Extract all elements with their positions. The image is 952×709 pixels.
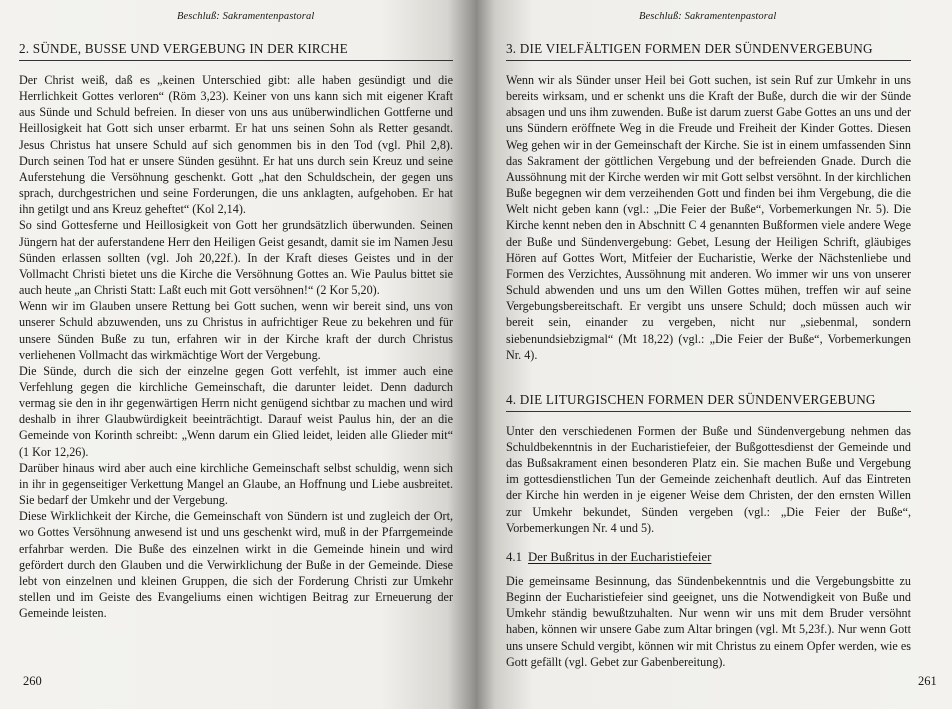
left-body-text xyxy=(19,72,453,621)
paragraph: Unter den verschiedenen Formen der Buße und Sündenvergebung nehmen das Schuldbekenntnis in der Eucharistiefeier, der Bußgottesdienst der Gemeinde und das Bußsakrament einen besonderen Platz ein. Sie machen Buße und Vergebung im gottesdienstlichen Tun der Gemeinde zeichenhaft deutlich. Auf das Eintreten der Kirche hin werden in je eigener Weise dem Christen, der den ernsten Willen zur Umkehr bekundet, Sünden vergeben (vgl.: „Die Feier der Buße“, Vorbemerkungen Nr. 4 und 5). xyxy=(506,423,911,535)
running-head-right: Beschluß: Sakramentenpastoral xyxy=(639,11,777,22)
paragraph: Der Christ weiß, daß es „keinen Unterschied gibt: alle haben gesündigt und die Herrlichkeit Gottes verloren“ (Röm 3,23). Keiner von uns kann sich mit eigener Kraft aus Sünde und Schuld befreien. In dieser von uns aus unüberwindlichen Gottferne und Heillosigkeit hat Gott sich unser erbarmt. Er hat uns seinen Sohn als Retter gesandt. Jesus Christus hat unsere Schuld auf sich genommen bis in den Tod (vgl. Phil 2,8). Durch seinen Tod hat er unsere Sünden gesühnt. Er hat uns durch sein Kreuz und seine Auferstehung die Versöhnung geschenkt. Gott „hat den Schuldschein, der gegen uns sprach, durchgestrichen und seine Forderungen, die uns anklagten, aufgehoben. Er hat ihn getilgt und ans Kreuz geheftet“ (Kol 2,14). xyxy=(19,73,453,217)
section-3-body xyxy=(506,72,911,363)
page-number-right: 261 xyxy=(918,674,937,688)
section-heading-3: 3. DIE VIELFÄLTIGEN FORMEN DER SÜNDENVERGEBUNG xyxy=(506,41,911,61)
paragraph: Die Sünde, durch die sich der einzelne gegen Gott verfehlt, ist immer auch eine Verfehlung gegen die kirchliche Gemeinschaft, die darunter leidet. Denn dadurch vermag sie den in ihr gegenwärtigen Herrn nicht genügend sichtbar zu machen und wird deshalb in ihrer Glaubwürdigkeit beeinträchtigt. Darauf weist Paulus hin, der an die Gemeinde von Korinth schreibt: „Wenn darum ein Glied leidet, leiden alle Glieder mit“ (1 Kor 12,26). xyxy=(19,363,453,459)
subsection-heading-4-1 xyxy=(506,550,911,565)
section-spacer xyxy=(506,363,911,392)
section-heading-2: 2. SÜNDE, BUSSE UND VERGEBUNG IN DER KIRCHE xyxy=(19,41,453,61)
paragraph: Wenn wir im Glauben unsere Rettung bei Gott suchen, wenn wir bereit sind, uns von unserer Schuld abzuwenden, uns zu Christus in aufrichtiger Reue zu bekehren und für unsere Sünden Buße zu tun, erfahren wir in der Kirche kraft der durch Christus verliehenen Vollmacht das wirkmächtige Wort der Vergebung. xyxy=(19,299,453,362)
running-head-left: Beschluß: Sakramentenpastoral xyxy=(177,11,315,22)
subsection-4-1-body xyxy=(506,573,911,670)
right-page xyxy=(476,0,952,709)
subsection-number: 4.1 xyxy=(506,549,522,564)
right-page-content xyxy=(506,41,911,670)
paragraph: Die gemeinsame Besinnung, das Sündenbekenntnis und die Vergebungsbitte zu Beginn der Eucharistiefeier sind geeignet, uns die Notwendigkeit von Buße und Umkehr ständig bewußtzuhalten. Nur wenn wir uns mit dem Bruder versöhnt haben, können wir unsere Gabe zum Altar bringen (vgl. Mt 5,23f.). Nur wenn Gott uns unsere Schuld vergibt, können wir mit Christus zu einem Opfer werden, wie es Gott gefällt (vgl. Gebet zur Gabenbereitung). xyxy=(506,573,911,669)
section-4-body xyxy=(506,423,911,536)
left-page-content xyxy=(19,41,453,621)
subsection-title: Der Bußritus in der Eucharistiefeier xyxy=(528,549,712,564)
section-heading-4: 4. DIE LITURGISCHEN FORMEN DER SÜNDENVERGEBUNG xyxy=(506,392,911,412)
paragraph: Wenn wir als Sünder unser Heil bei Gott suchen, ist sein Ruf zur Umkehr in uns bereits wirksam, und er schenkt uns die Kraft der Buße, durch die wir der Sünde absagen und uns ihm zuwenden. Buße ist darum zuerst Gabe Gottes an uns und der uns Sündern eröffnete Weg in die Freude und Freiheit der Kinder Gottes. Diesen Weg gehen wir in der Gemeinschaft der Kirche. Sie ist in einem umfassenden Sinn das Sakrament der göttlichen Vergebung und der befreienden Gnade. Durch die Aussöhnung mit der Kirche werden wir mit Gott selbst versöhnt. In der kirchlichen Buße begegnen wir dem verzeihenden Gott und finden bei ihm Vergebung, die die Welt nicht geben kann (vgl.: „Die Feier der Buße“, Vorbemerkungen Nr. 5). Die Kirche kennt neben den in Abschnitt C 4 genannten Bußformen viele andere Wege der Buße und Sündenvergebung: Gebet, Lesung der Heiligen Schrift, gläubiges Hören auf Gottes Wort, Mitfeier der Eucharistie, Werke der Nächstenliebe und Formen des Verzichtes, Aussöhnung mit anderen. Wo immer wir uns von unserer Schuld abwenden und uns um den Willen Gottes mühen, treffen wir auf seine Vergebungsbereitschaft. Er vergibt uns unsere Schuld; doch müssen auch wir bereit sein, einander zu vergeben, nicht nur „siebenmal, sondern siebenundsiebzigmal“ (Mt 18,22) (vgl.: „Die Feier der Buße“, Vorbemerkungen Nr. 4). xyxy=(506,73,911,362)
page-number-left: 260 xyxy=(23,674,42,688)
paragraph: Darüber hinaus wird aber auch eine kirchliche Gemeinschaft selbst schuldig, wenn sich in ihr in gegenseitiger Verkettung Mangel an Glaube, an Hoffnung und Liebe ausbreitet. Sie bedarf der Umkehr und der Vergebung. xyxy=(19,460,453,508)
subsection-spacer xyxy=(506,536,911,550)
paragraph: So sind Gottesferne und Heillosigkeit von Gott her grundsätzlich überwunden. Seinen Jüngern hat der auferstandene Herr den Heiligen Geist gesandt, damit sie im Namen Jesu Sünden erlassen sollten (vgl. Joh 20,22f.). In der Kraft dieses Geistes und in der Vollmacht Christi bietet uns die Kirche die Versöhnung Gottes an. Wie Paulus bittet sie auch heute „an Christi Statt: Laßt euch mit Gott versöhnen!“ (2 Kor 5,20). xyxy=(19,218,453,298)
paragraph: Diese Wirklichkeit der Kirche, die Gemeinschaft von Sündern ist und zugleich der Ort, wo Gottes Versöhnung anwesend ist und uns geschenkt wird, muß in der Pfarrgemeinde erfahrbar werden. Die Buße des einzelnen wirkt in die Gemeinde hinein und wird gefördert durch den Glauben und die Verwirklichung der Buße in der Gemeinde. Diese lebt von einzelnen und kleinen Gruppen, die sich der Forderung Christi zur Umkehr stellen und im Geiste des Evangeliums einen wichtigen Beitrag zur Erneuerung der Gemeinde leisten. xyxy=(19,509,453,621)
